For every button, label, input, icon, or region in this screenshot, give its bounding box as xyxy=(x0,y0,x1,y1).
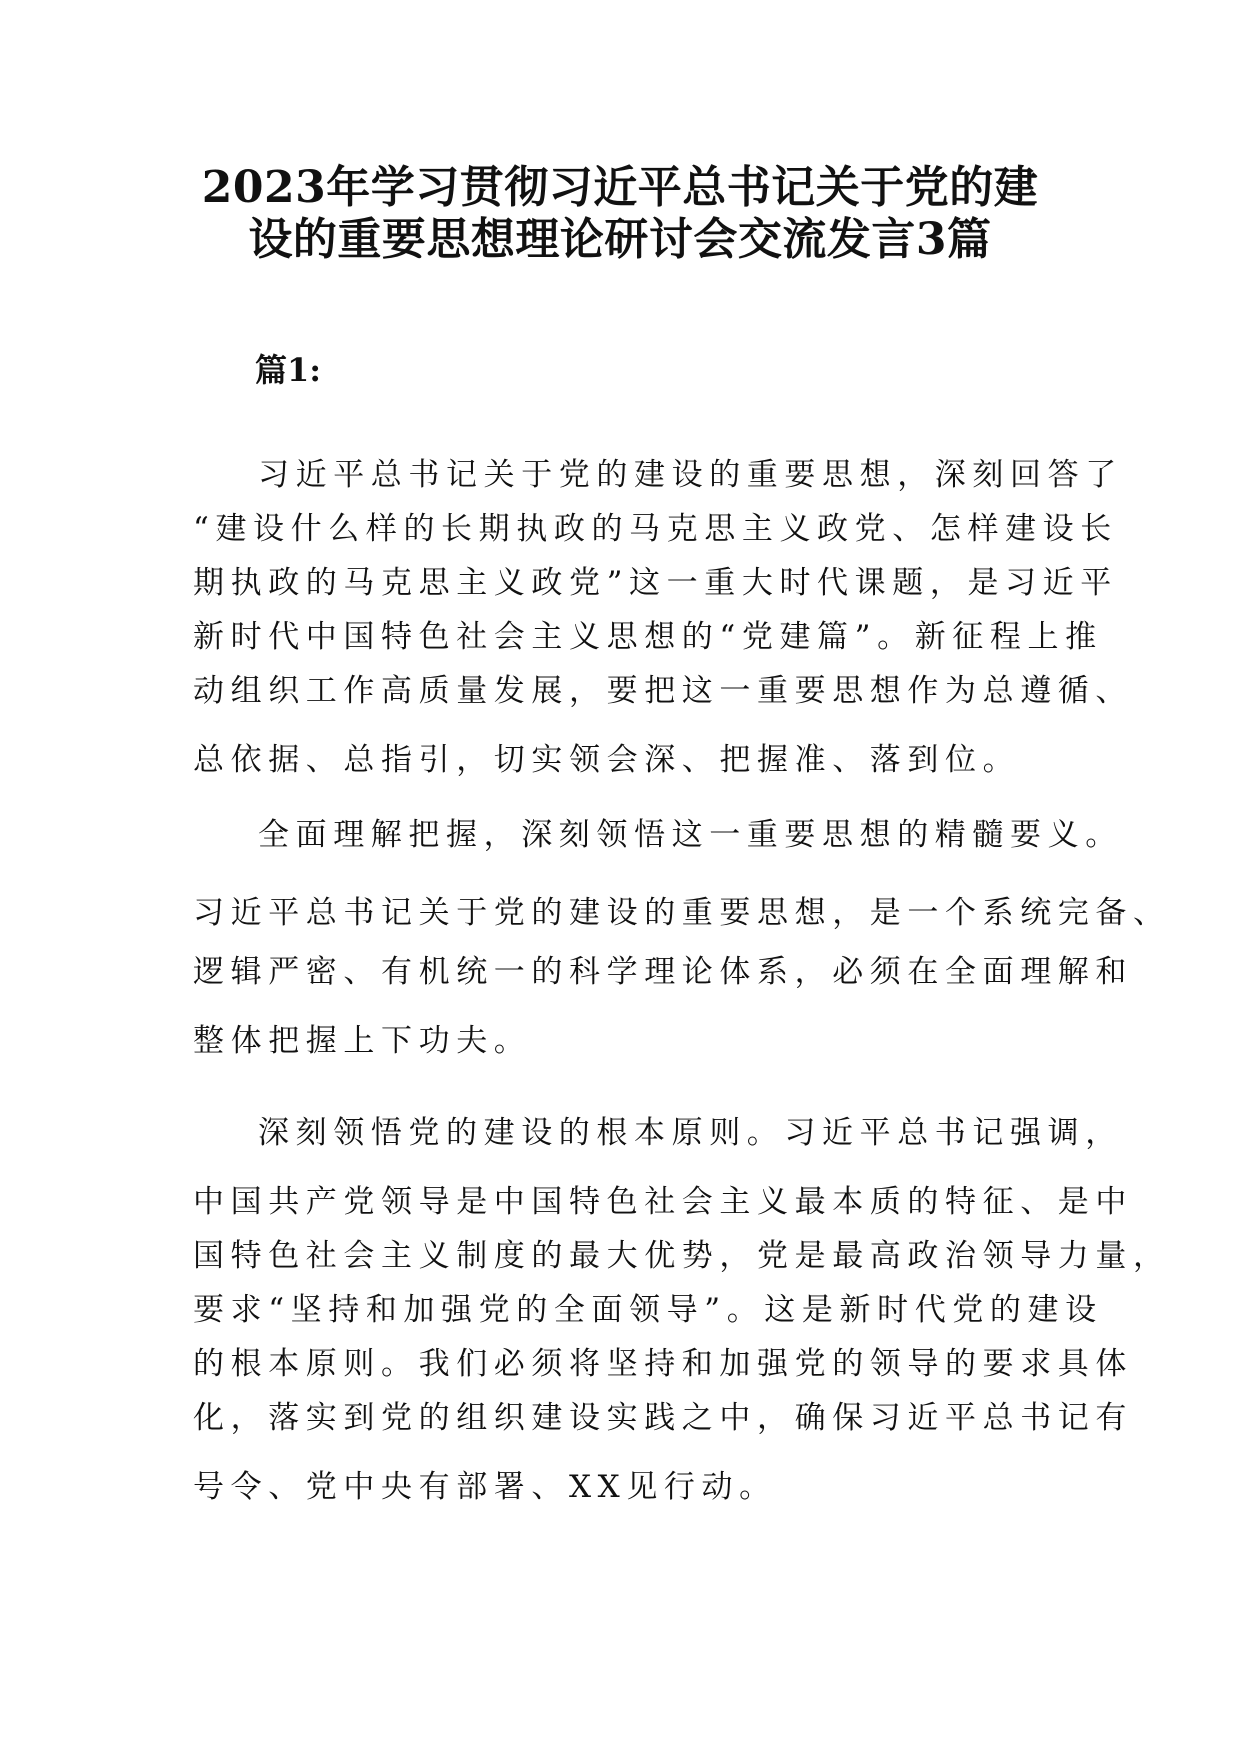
paragraph-1-line-6: 总依据、总指引，切实领会深、把握准、落到位。 xyxy=(193,742,1021,778)
paragraph-1-line-4: 新时代中国特色社会主义思想的“党建篇”。新征程上推 xyxy=(193,619,1103,655)
paragraph-3-line-7: 号令、党中央有部署、XX见行动。 xyxy=(193,1469,777,1505)
paragraph-2-line-2: 习近平总书记关于党的建设的重要思想，是一个系统完备、 xyxy=(193,895,1171,931)
paragraph-3-line-5: 的根本原则。我们必须将坚持和加强党的领导的要求具体 xyxy=(193,1346,1133,1382)
document-title-line-2: 设的重要思想理论研讨会交流发言3篇 xyxy=(248,214,992,265)
paragraph-3-line-4: 要求“坚持和加强党的全面领导”。这是新时代党的建设 xyxy=(193,1292,1103,1328)
paragraph-1-line-5: 动组织工作高质量发展，要把这一重要思想作为总遵循、 xyxy=(193,673,1133,709)
paragraph-3-line-6: 化，落实到党的组织建设实践之中，确保习近平总书记有 xyxy=(193,1400,1133,1436)
paragraph-2-line-1: 全面理解把握，深刻领悟这一重要思想的精髓要义。 xyxy=(258,817,1123,853)
paragraph-1-line-3: 期执政的马克思主义政党”这一重大时代课题，是习近平 xyxy=(193,565,1118,601)
document-title-line-1: 2023年学习贯彻习近平总书记关于党的建 xyxy=(201,162,1039,213)
section-heading: 篇1: xyxy=(255,351,322,389)
paragraph-3-line-3: 国特色社会主义制度的最大优势，党是最高政治领导力量， xyxy=(193,1238,1171,1274)
paragraph-3-line-1: 深刻领悟党的建设的根本原则。习近平总书记强调， xyxy=(258,1115,1123,1151)
paragraph-2-line-4: 整体把握上下功夫。 xyxy=(193,1023,532,1059)
paragraph-2-line-3: 逻辑严密、有机统一的科学理论体系，必须在全面理解和 xyxy=(193,954,1133,990)
paragraph-1-line-2: “建设什么样的长期执政的马克思主义政党、怎样建设长 xyxy=(193,511,1118,547)
paragraph-3-line-2: 中国共产党领导是中国特色社会主义最本质的特征、是中 xyxy=(193,1184,1133,1220)
paragraph-1-line-1: 习近平总书记关于党的建设的重要思想，深刻回答了 xyxy=(258,457,1123,493)
